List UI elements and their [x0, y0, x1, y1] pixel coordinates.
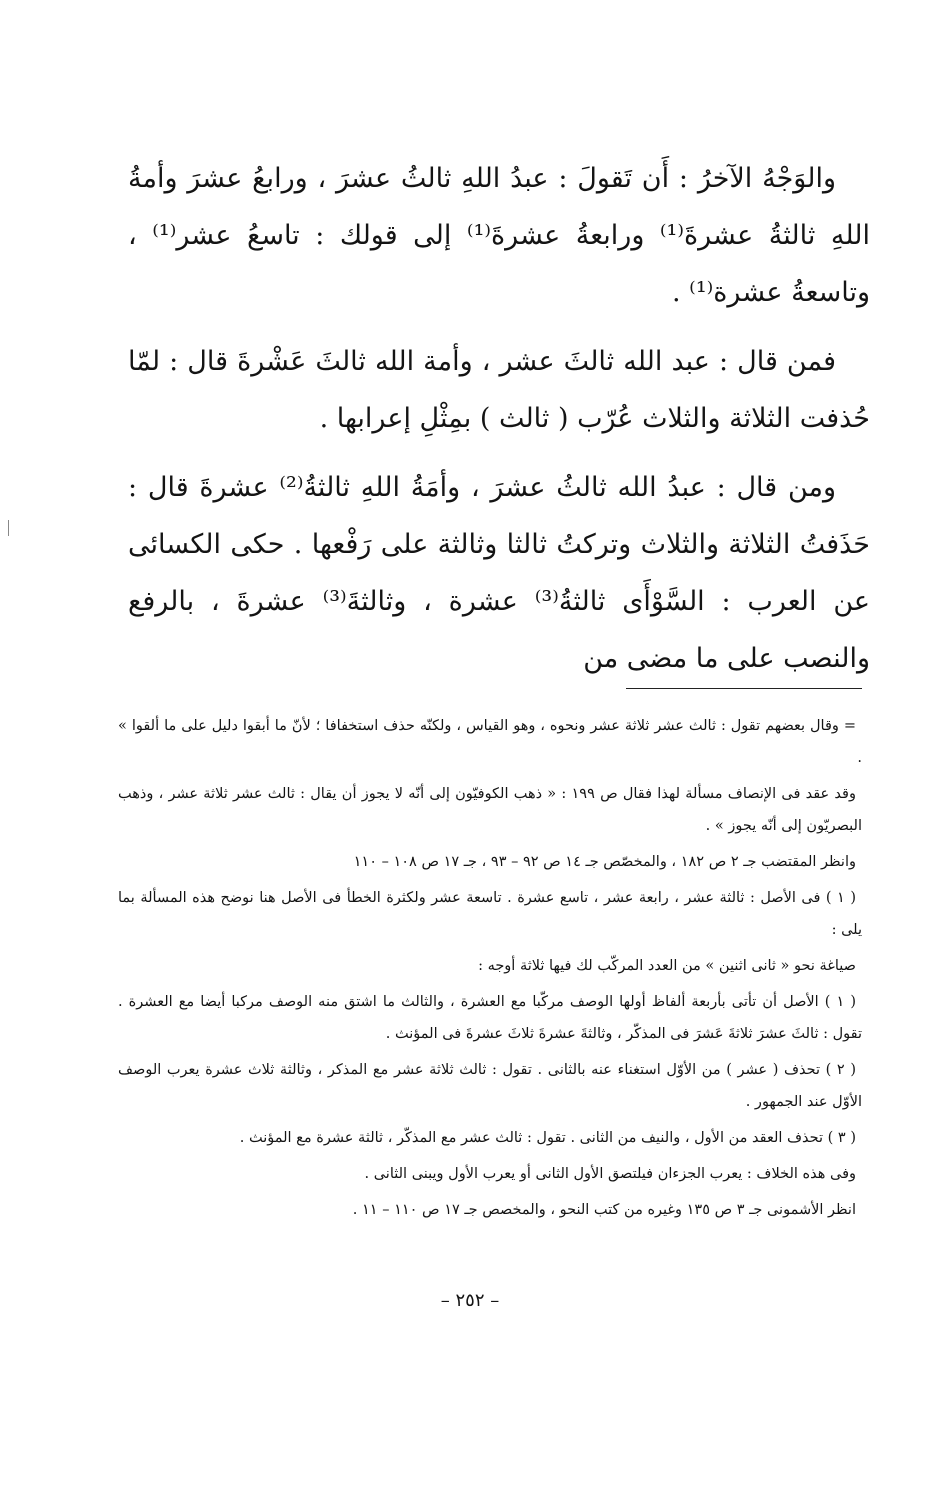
main-paragraph-2: فمن قال : عبد الله ثالثَ عشر ، وأمة الله ثالثَ عَشْرةَ قال : لمّا حُذفت الثلاثة والثلاث عُرّب ( ثالث ) بمِثْلِ إعرابها .: [128, 346, 870, 434]
footnote-separator: [626, 688, 862, 689]
footnote-1-case-1: ( ١ ) الأصل أن تأتى بأربعة ألفاظ أولها الوصف مركّبا مع العشرة ، والثالث ما اشتق منه الوصف مركبا أيضا مع العشرة . تقول : ثالثَ عشرَ ثلاثةَ عَشرَ فى المذكّر ، وثالثةَ عشرةَ ثلاثَ عشرةَ فى المؤنث .: [118, 994, 862, 1042]
main-paragraph-1: والوَجْهُ الآخرُ : أَن تَقولَ : عبدُ اللهِ ثالثُ عشرَ ، ورابعُ عشرَ وأمةُ اللهِ ثالثةُ عشرةَ⁽¹⁾ ورابعةُ عشرةَ⁽¹⁾ إلى قولك : تاسعُ عشر⁽¹⁾ ، وتاسعةُ عشرة⁽¹⁾ .: [128, 163, 871, 308]
footnote-1-source: انظر الأشمونى جـ ٣ ص ١٣٥ وغيره من كتب النحو ، والمخصص جـ ١٧ ص ١١٠ – ١١ .: [352, 1202, 856, 1218]
footnotes-section: [118, 710, 862, 1230]
footnote-1-dispute: وفى هذه الخلاف : يعرب الجزءان فيلتصق الأول الثانى أو يعرب الأول ويبنى الثانى .: [364, 1166, 856, 1182]
footnote-1-case-3: ( ٣ ) تحذف العقد من الأول ، والنيف من الثانى . تقول : ثالث عشر مع المذكّر ، ثالثة عشرة مع المؤنث .: [239, 1130, 856, 1146]
main-paragraph-3: ومن قال : عبدُ الله ثالثُ عشرَ ، وأمَةُ اللهِ ثالثةُ⁽²⁾ عشرةَ قال : حَذَفتُ الثلاثة والثلاث وتركتُ ثالثا وثالثة على رَفْعها . حكى الكسائى عن العرب : السَّوْأَى ثالثةُ⁽³⁾ عشرة ، وثالثةَ⁽³⁾ عشرةَ ، بالرفع والنصب على ما مضى من: [128, 472, 870, 674]
footnote-continuation-1: = وقال بعضهم تقول : ثالث عشر ثلاثة عشر ونحوه ، وهو القياس ، ولكنّه حذف استخفافا ؛ لأنّ ما أبقوا دليل على ما ألقوا » .: [118, 718, 862, 766]
footnote-continuation-2: وقد عقد فى الإنصاف مسألة لهذا فقال ص ١٩٩ : « ذهب الكوفيّون إلى أنّه لا يجوز أن يقال : ثالث عشر ثلاثة عشر ، وذهب البصريّون إلى أنّه يجوز » .: [118, 786, 862, 834]
main-text-body: [128, 150, 870, 699]
page-number: – ٢٥٢ –: [440, 1290, 500, 1311]
footnote-1-case-2: ( ٢ ) تحذف ( عشر ) من الأوّل استغناء عنه بالثانى . تقول : ثالث ثلاثة عشر مع المذكر ، وثالثة ثلاث عشرة يعرب الوصف الأوّل عند الجمهور .: [118, 1062, 862, 1110]
scan-margin-mark: [8, 520, 9, 536]
footnote-reference-line: وانظر المقتضب جـ ٢ ص ١٨٢ ، والمخصّص جـ ١٤ ص ٩٢ – ٩٣ ، جـ ١٧ ص ١٠٨ – ١١٠: [353, 854, 856, 870]
footnote-1: ( ١ ) فى الأصل : ثالثة عشر ، رابعة عشر ، تاسع عشرة . تاسعة عشر ولكثرة الخطأ فى الأصل هنا نوضح هذه المسألة بما يلى :: [118, 890, 862, 938]
footnote-1-intro: صياغة نحو « ثانى اثنين » من العدد المركّب لك فيها ثلاثة أوجه :: [478, 958, 856, 974]
